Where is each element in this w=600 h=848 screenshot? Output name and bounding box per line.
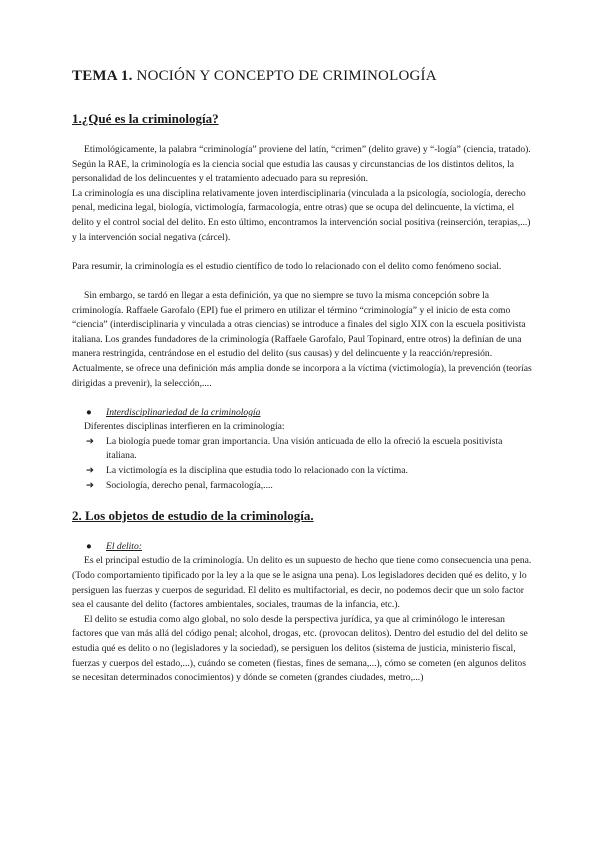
- arrow-icon: ➔: [86, 435, 95, 447]
- document-page: [72, 68, 532, 686]
- arrow-item-text: La victimología es la disciplina que estudia todo lo relacionado con la víctima.: [106, 465, 408, 477]
- page-title: [72, 68, 532, 85]
- s1-paragraph-2: Según la RAE, la criminología es la ciencia social que estudia las causas y circunstancias de los distintos delitos, la personalidad de los delincuentes y el tratamiento adecuado para su represión.: [72, 158, 514, 185]
- section-2-heading: 2. Los objetos de estudio de la criminología.: [72, 507, 314, 523]
- arrow-icon: ➔: [86, 479, 95, 491]
- s1-paragraph-4: Para resumir, la criminología es el estudio científico de todo lo relacionado con el delito como fenómeno social.: [72, 260, 502, 272]
- s2-paragraph-1: Es el principal estudio de la criminología. Un delito es un supuesto de hecho que tiene como consecuencia una pena. (Todo comportamiento tipificado por la ley a la que se le asigna una pena). Los legisladores deciden qué es delito, y lo persiguen las fuerzas y cuerpos de seguridad. El delito es multifactorial, es decir, no podemos decir que un solo factor sea el causante del delito (factores ambientales, sociales, traumas de la infancia, etc.).: [72, 555, 532, 611]
- s2-paragraph-2: El delito se estudia como algo global, no solo desde la perspectiva jurídica, ya que al criminólogo le interesan factores que van más allá del código penal; alcohol, drogas, etc. (provocan delitos). Dentro del estudio del del delito se estudia qué es delito o no (legisladores y la sociedad), se persiguen los delitos (sistema de justicia, ministerio fiscal, fuerzas y cuerpos del estado,...), cuándo se cometen (fiestas, fines de semana,...), cómo se cometen (en algunos delitos se necesitan determinados conocimientos) y dónde se cometen (grandes ciudades, metro,...): [72, 613, 528, 684]
- s1-paragraph-1: Etimológicamente, la palabra “criminología” proviene del latín, “crimen” (delito grave) y “-logía” (ciencia, tratado).: [84, 144, 531, 155]
- section-1-heading: 1.¿Qué es la criminología?: [72, 111, 219, 126]
- title-number: TEMA 1.: [72, 68, 133, 84]
- s1-paragraph-5: Sin embargo, se tardó en llegar a esta definición, ya que no siempre se tuvo la misma concepción sobre la criminología. Raffaele Garofalo (EPI) fue el primero en utilizar el término “criminología” y el inicio de esta como “ciencia” (interdisciplinaria y vinculada a otras ciencias) se introduce a finales del siglo XIX con la escuela positivista italiana. Los grandes fundadores de la criminología (Raffaele Garofalo, Paul Topinard, entre otros) la definían de una manera restringida, centrándose en el estudio del delito (sus causas) y del delincuente y la reacción/represión. Actualmente, se ofrece una definición más amplia donde se incorpora a la víctima (victimología), la prevención (teorías dirigidas a prevenir), la selección,....: [72, 289, 532, 389]
- arrow-list-item: [72, 435, 532, 464]
- bullet-dot-icon: ●: [86, 540, 92, 552]
- bullet-label: Interdisciplinariedad de la criminología: [106, 406, 261, 418]
- arrow-item-text: Sociología, derecho penal, farmacología,....: [106, 479, 273, 491]
- s1-paragraph-3: La criminología es una disciplina relativamente joven interdisciplinaria (vinculada a la psicología, sociología, derecho penal, medicina legal, biología, victimología, farmacología, entre otras) que se ocupa del delincuente, la víctima, el delito y el control social del delito. En esto último, encontramos la intervención social positiva (reinserción, terapias,...) y la intervención social negativa (cárcel).: [72, 187, 531, 243]
- arrow-list-item: [72, 464, 532, 479]
- arrow-list-item: [72, 479, 532, 494]
- bullet-intro: Diferentes disciplinas interfieren en la criminología:: [84, 421, 285, 433]
- arrow-item-text: La biología puede tomar gran importancia. Una visión anticuada de ello la ofreció la escuela positivista italiana.: [106, 435, 503, 462]
- title-text: NOCIÓN Y CONCEPTO DE CRIMINOLOGÍA: [136, 68, 437, 84]
- arrow-icon: ➔: [86, 465, 95, 477]
- bullet-dot-icon: ●: [86, 406, 92, 418]
- bullet-interdisciplinariedad: [72, 406, 532, 421]
- bullet-label: El delito:: [106, 540, 142, 552]
- bullet-el-delito: [72, 540, 532, 555]
